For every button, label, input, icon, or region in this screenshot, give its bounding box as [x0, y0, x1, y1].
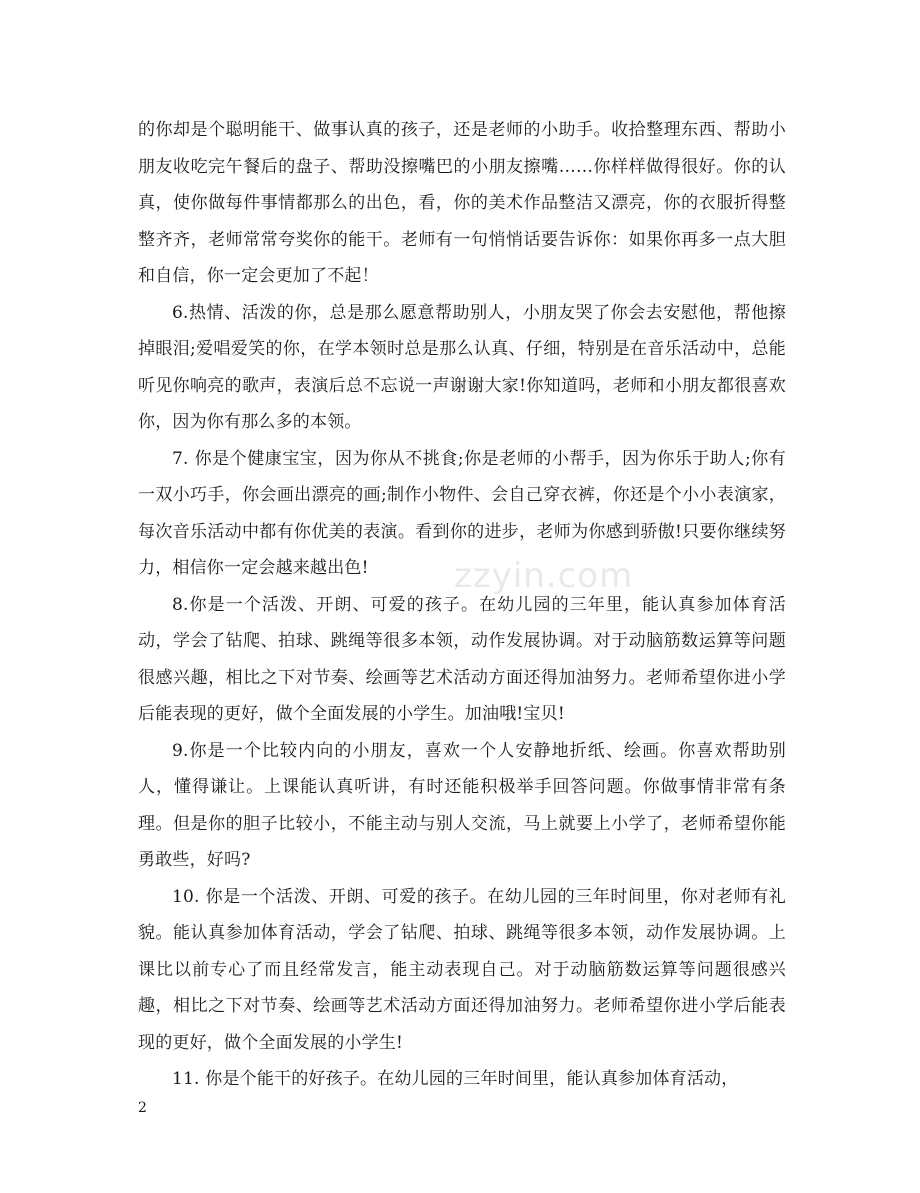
paragraph-item-8: 8.你是一个活泼、开朗、可爱的孩子。在幼儿园的三年里，能认真参加体育活动，学会了钻爬、拍球、跳绳等很多本领，动作发展协调。对于动脑筋数运算等问题很感兴趣，相比之下对节奏、绘画等艺术活动方面还得加油努力。老师希望你进小学后能表现的更好，做个全面发展的小学生。加油哦!宝贝!: [138, 594, 786, 724]
paragraph-continued: 的你却是个聪明能干、做事认真的孩子，还是老师的小助手。收拾整理东西、帮助小朋友收吃完午餐后的盘子、帮助没擦嘴巴的小朋友擦嘴……你样样做得很好。你的认真，使你做每件事情都那么的出色，看，你的美术作品整洁又漂亮，你的衣服折得整整齐齐，老师常常夸奖你的能干。老师有一句悄悄话要告诉你：如果你再多一点大胆和自信，你一定会更加了不起！: [138, 120, 786, 286]
paragraph-item-11: 11. 你是个能干的好孩子。在幼儿园的三年时间里，能认真参加体育活动，: [172, 1069, 739, 1089]
paragraph-item-7: 7. 你是个健康宝宝，因为你从不挑食;你是老师的小帮手，因为你乐于助人;你有一双小巧手，你会画出漂亮的画;制作小物件、会自己穿衣裤，你还是个小小表演家，每次音乐活动中都有你优美的表演。看到你的进步，老师为你感到骄傲!只要你继续努力，相信你一定会越来越出色!: [138, 448, 786, 578]
document-body: [138, 112, 786, 1098]
page-number: 2: [138, 1100, 147, 1116]
paragraph-item-9: 9.你是一个比较内向的小朋友，喜欢一个人安静地折纸、绘画。你喜欢帮助别人，懂得谦让。上课能认真听讲，有时还能积极举手回答问题。你做事情非常有条理。但是你的胆子比较小，不能主动与别人交流，马上就要上小学了，老师希望你能勇敢些，好吗?: [138, 740, 786, 870]
watermark: zzyin.com: [454, 556, 634, 596]
paragraph-item-6: 6.热情、活泼的你，总是那么愿意帮助别人，小朋友哭了你会去安慰他，帮他擦掉眼泪;爱唱爱笑的你，在学本领时总是那么认真、仔细，特别是在音乐活动中，总能听见你响亮的歌声，表演后总不忘说一声谢谢大家!你知道吗，老师和小朋友都很喜欢你，因为你有那么多的本领。: [138, 302, 786, 432]
paragraph-item-10: 10. 你是一个活泼、开朗、可爱的孩子。在幼儿园的三年时间里，你对老师有礼貌。能认真参加体育活动，学会了钻爬、拍球、跳绳等很多本领，动作发展协调。上课比以前专心了而且经常发言，能主动表现自己。对于动脑筋数运算等问题很感兴趣，相比之下对节奏、绘画等艺术活动方面还得加油努力。老师希望你进小学后能表现的更好，做个全面发展的小学生!: [138, 886, 786, 1053]
